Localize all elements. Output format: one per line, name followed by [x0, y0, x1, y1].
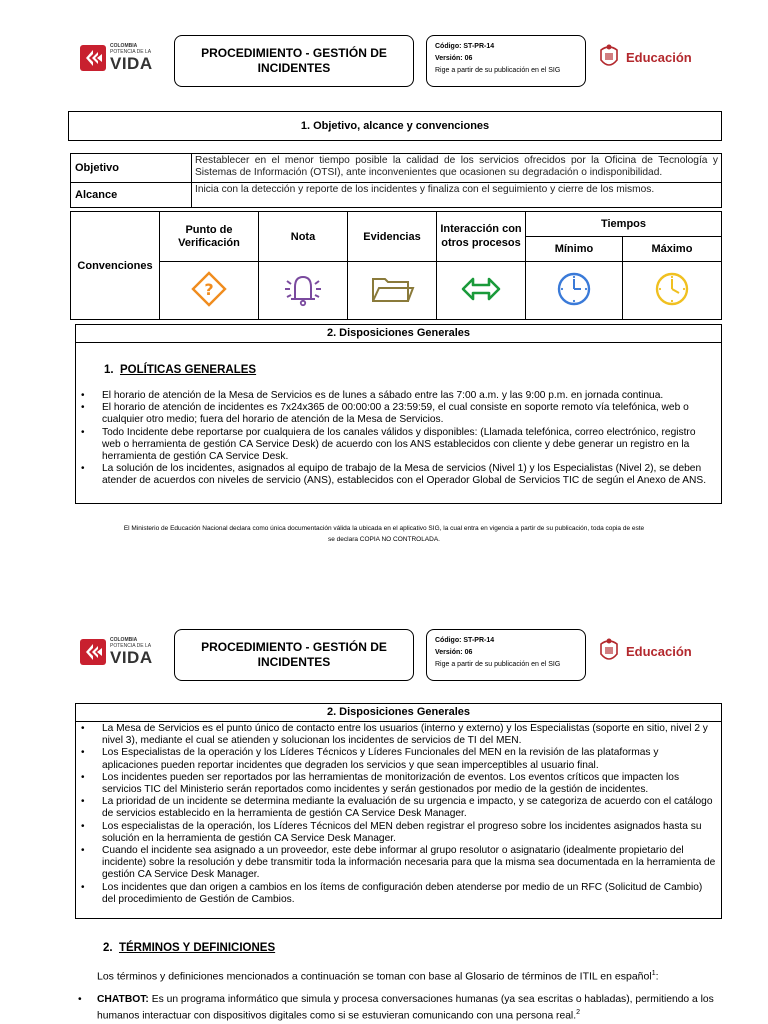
- disposiciones-box-p1: [75, 324, 722, 504]
- double-arrow-icon: [457, 271, 505, 307]
- chatbot-text: Es un programa informático que simula y procesa conversaciones humanas (ya sea escritas o habladas), permitiendo a los humanos interactuar con dispositivos digitales como si se estuvieran comunicando con una persona real.: [97, 994, 714, 1021]
- logo-vida-text: VIDA: [110, 54, 153, 73]
- conv-interaccion-header: Interacción con otros procesos: [437, 212, 526, 262]
- chatbot-definition: [78, 994, 722, 1022]
- educacion-logo: [598, 42, 692, 72]
- politicas-number: 1.: [104, 364, 114, 376]
- conv-minimo-cell: [526, 262, 623, 320]
- bullet-icon: •: [78, 994, 82, 1005]
- conv-nota-header: Nota: [259, 212, 348, 262]
- document-title-box: [174, 35, 414, 87]
- conv-evidencias-header: Evidencias: [348, 212, 437, 262]
- list-item: • El horario de atención de la Mesa de Servicios es de lunes a sábado entre las 7:00 a.m. y las 9:00 p.m. en jornada continua.: [76, 390, 716, 402]
- list-item: • Todo Incidente debe reportarse por cualquiera de los canales válidos y disponibles: (Llamada telefónica, correo electrónico, registro web o herramienta de gestión CA Service Desk) de acuerdo con los ANS establecidos con cliente y debe generar un registro en la herramienta de gestión CA Service Desk.: [76, 427, 716, 464]
- objetivo-alcance-table: [70, 153, 722, 208]
- uncontrolled-copy-note: [40, 523, 728, 545]
- list-item: • La Mesa de Servicios es el punto único de contacto entre los usuarios (interno y externo) y los Especialistas (soporte en sitio, nivel 2 y nivel 3), mediante el cual se atienden y solucionan los incidentes de servicios de TI del MEN.: [76, 723, 716, 747]
- convenciones-table: [70, 211, 722, 320]
- politicas-list: [76, 390, 716, 488]
- educacion-logo-text: Educación: [626, 643, 692, 659]
- coat-of-arms-icon: [598, 636, 620, 666]
- terminos-intro-text: Los términos y definiciones mencionados a continuación se toman con base al Glosario de términos de ITIL en español: [97, 970, 652, 983]
- list-item: • Los incidentes que dan origen a cambios en los ítems de configuración deben atenderse por medio de un RFC (Solicitud de Cambio) del procedimiento de Gestión de Cambios.: [76, 882, 716, 906]
- list-item: • Los incidentes pueden ser reportados por las herramientas de monitorización de eventos. Los eventos críticos que impacten los servicios TIC del Ministerio serán reportados como incidentes y serán gestionados por medio de la gestión de incidentes.: [76, 772, 716, 796]
- document-code: Código: ST-PR-14: [435, 637, 495, 644]
- terminos-number: 2.: [103, 942, 113, 954]
- logo-colombia-text: COLOMBIA: [110, 637, 138, 643]
- document-title-line1: PROCEDIMIENTO - GESTIÓN DE: [201, 640, 387, 654]
- document-version: Versión: 06: [435, 55, 473, 62]
- convenciones-label: Convenciones: [71, 212, 160, 320]
- document-validity: Rige a partir de su publicación en el SIG: [435, 67, 561, 74]
- footer-note-line1: El Ministerio de Educación Nacional declara como única documentación válida la ubicada en el aplicativo SIG, la cual entra en vigencia a partir de su publicación, toda copia de este: [123, 525, 645, 532]
- footnote-ref-1: 1: [651, 970, 656, 977]
- terminos-heading: [103, 942, 275, 954]
- educacion-logo-p2: [598, 636, 692, 666]
- svg-text:?: ?: [204, 280, 214, 299]
- clock-min-icon: [554, 269, 594, 309]
- conv-interaccion-cell: [437, 262, 526, 320]
- politicas-title: POLÍTICAS GENERALES: [119, 364, 257, 376]
- checkpoint-diamond-icon: [189, 269, 229, 309]
- footer-note-line2: se declara COPIA NO CONTROLADA.: [328, 536, 440, 543]
- section2-heading-p1: 2. Disposiciones Generales: [76, 325, 721, 343]
- colombia-vida-logo-p2: [80, 638, 153, 666]
- politicas-heading: [104, 364, 256, 376]
- logo-colombia-text: COLOMBIA: [110, 43, 138, 49]
- conv-punto-header: Punto de Verificación: [160, 212, 259, 262]
- conv-nota-cell: [259, 262, 348, 320]
- document-title-line2: INCIDENTES: [257, 655, 331, 669]
- objetivo-text: Restablecer en el menor tiempo posible la calidad de los servicios ofrecidos por la Oficina de Tecnología y Sistemas de Información (OTSI), ante inconvenientes que ocasionen su degradación o indisponibilidad.: [192, 154, 722, 183]
- terminos-intro-end: :: [655, 970, 659, 983]
- chatbot-term: CHATBOT:: [97, 994, 149, 1005]
- terminos-intro: [97, 970, 722, 983]
- list-item: • El horario de atención de incidentes es 7x24x365 de 00:00:00 a 23:59:59, el cual consiste en soporte remoto vía telefónica, web o cualquier otro medio; fuera del horario de atención de la Mesa de Servicios.: [76, 402, 716, 426]
- conv-minimo-header: Mínimo: [526, 237, 623, 262]
- vida-mark-icon: [80, 639, 106, 665]
- document-meta-box-p2: [426, 629, 586, 681]
- logo-vida-text: VIDA: [110, 648, 153, 667]
- list-item: • Cuando el incidente sea asignado a un proveedor, este debe informar al grupo resolutor o asignatario (idealmente propietario del incidente) sobre la resolución y debe transmitir toda la información necesaria para que la misma sea documentada en la herramienta de gestión CA Service Desk Manager.: [76, 845, 716, 882]
- conv-punto-cell: [160, 262, 259, 320]
- objetivo-row: [71, 154, 722, 183]
- terminos-title: TÉRMINOS Y DEFINICIONES: [118, 942, 276, 954]
- footnote-ref-2: 2: [576, 1008, 580, 1016]
- list-item: • Los especialistas de la operación, los Líderes Técnicos del MEN deben registrar el progreso sobre los incidentes asignados hasta su solución en la herramienta de gestión CA Service Desk Manager.: [76, 821, 716, 845]
- coat-of-arms-icon: [598, 42, 620, 72]
- conv-maximo-cell: [622, 262, 721, 320]
- document-code: Código: ST-PR-14: [435, 43, 495, 50]
- logo-potencia-text: POTENCIA DE LA: [110, 48, 152, 55]
- conv-evidencias-cell: [348, 262, 437, 320]
- list-item: • La solución de los incidentes, asignados al equipo de trabajo de la Mesa de servicios (Nivel 1) y los Especialistas (Nivel 2), se deben atender de acuerdos con niveles de servicio (ANS), establecidos con el Operador Global de Servicios TIC de según el Anexo de ANS.: [76, 463, 716, 487]
- alcance-label: Alcance: [71, 183, 192, 208]
- disposiciones-box-p2: [75, 703, 722, 919]
- document-meta-box: [426, 35, 586, 87]
- conv-tiempos-header: Tiempos: [526, 212, 722, 237]
- document-title-line1: PROCEDIMIENTO - GESTIÓN DE: [201, 46, 387, 60]
- document-validity: Rige a partir de su publicación en el SIG: [435, 661, 561, 668]
- conv-maximo-header: Máximo: [622, 237, 721, 262]
- vida-mark-icon: [80, 45, 106, 71]
- bell-alert-icon: [279, 269, 327, 309]
- list-item: • Los Especialistas de la operación y los Líderes Técnicos y Líderes Funcionales del MEN en la revisión de las plataformas y aplicaciones pueden reportar incidentes que degraden los servicios y que sean imperceptibles al usuario final.: [76, 747, 716, 771]
- alcance-text: Inicia con la detección y reporte de los incidentes y finaliza con el seguimiento y cierre de los mismos.: [192, 183, 722, 208]
- clock-max-icon: [652, 269, 692, 309]
- educacion-logo-text: Educación: [626, 49, 692, 65]
- section1-heading: 1. Objetivo, alcance y convenciones: [68, 111, 722, 141]
- alcance-row: [71, 183, 722, 208]
- disposiciones-list: [76, 723, 716, 906]
- logo-potencia-text: POTENCIA DE LA: [110, 642, 152, 649]
- section2-heading-p2: 2. Disposiciones Generales: [76, 704, 721, 722]
- objetivo-label: Objetivo: [71, 154, 192, 183]
- list-item: • La prioridad de un incidente se determina mediante la evaluación de su urgencia e impacto, y se categoriza de acuerdo con el catálogo de servicios establecido en la herramienta de gestión CA Service Desk Manager.: [76, 796, 716, 820]
- document-version: Versión: 06: [435, 649, 473, 656]
- folder-icon: [368, 271, 416, 307]
- document-title-box-p2: [174, 629, 414, 681]
- document-title-line2: INCIDENTES: [257, 61, 331, 75]
- colombia-vida-logo: [80, 44, 153, 72]
